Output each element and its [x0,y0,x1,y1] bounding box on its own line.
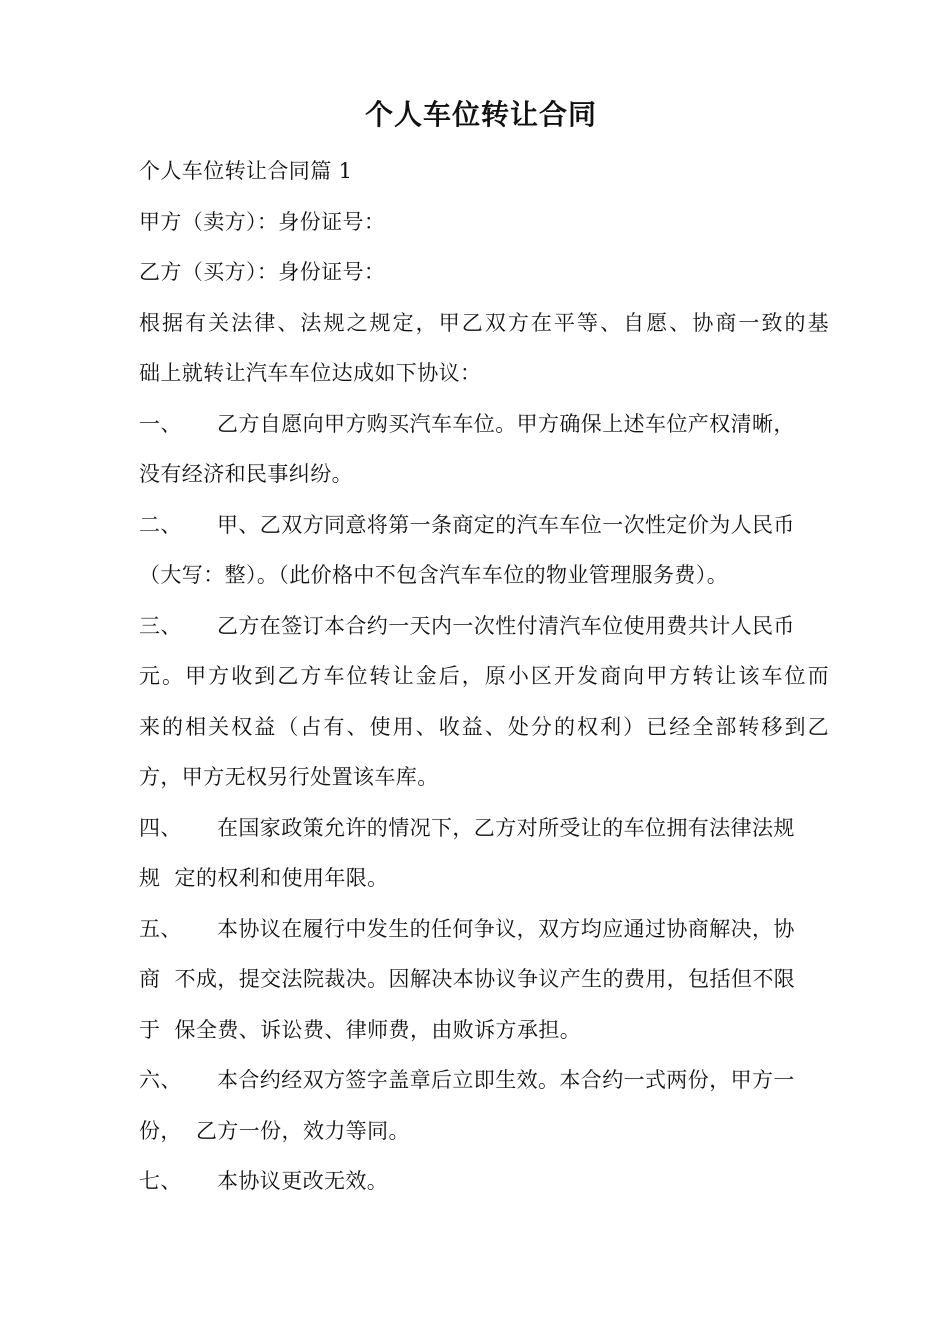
clause-text: 本协议在履行中发生的任何争议，双方均应通过协商解决，协 [217,916,795,941]
clause-5-line: 商 不成，提交法院裁决。因解决本协议争议产生的费用，包括但不限 [139,967,796,991]
party-b-line: 乙方（买方）：身份证号： [139,260,386,284]
clause-number: 七、 [139,1169,182,1193]
clause-text: 本合约经双方签字盖章后立即生效。本合约一式两份，甲方一 [217,1068,795,1092]
document-body [139,146,829,1207]
clause-number: 二、 [139,512,182,537]
clause-number: 四、 [139,815,182,840]
clause-4-line: 规 定的权利和使用年限。 [139,866,389,890]
clause-number: 三、 [139,613,182,638]
clause-text: 甲、乙双方同意将第一条商定的汽车车位一次性定价为人民币 [217,512,795,537]
clause-5-line [139,904,829,955]
clause-number: 五、 [139,916,182,941]
clause-3-line: 来的相关权益（占有、使用、收益、处分的权利）已经全部转移到乙 [139,714,829,739]
clause-3-line [139,601,829,652]
clause-1-line [139,399,829,450]
clause-text: 在国家政策允许的情况下，乙方对所受让的车位拥有法律法规 [217,815,795,840]
clause-2-line [139,500,829,551]
clause-text: 乙方在签订本合约一天内一次性付清汽车位使用费共计人民币 [217,613,795,638]
document-title: 个人车位转让合同 [364,98,597,131]
clause-7-line [139,1156,829,1207]
clause-4-line [139,803,829,854]
clause-number: 六、 [139,1068,182,1092]
clause-1-line: 没有经济和民事纠纷。 [139,462,353,486]
party-a-line: 甲方（卖方）：身份证号： [139,209,386,234]
clause-5-line: 于 保全费、诉讼费、律师费，由败诉方承担。 [139,1017,582,1042]
clause-text: 乙方自愿向甲方购买汽车车位。甲方确保上述车位产权清晰， [217,411,795,436]
preamble-line: 根据有关法律、法规之规定，甲乙双方在平等、自愿、协商一致的基 [139,310,829,335]
clause-number: 一、 [139,411,182,436]
preamble-line: 础上就转让汽车车位达成如下协议： [139,361,482,385]
clause-2-line: （大写：整）。（此价格中不包含汽车车位的物业管理服务费）。 [139,563,729,587]
document-subtitle: 个人车位转让合同篇 1 [139,159,353,183]
clause-6-line: 份， 乙方一份，效力等同。 [139,1118,410,1143]
clause-text: 本协议更改无效。 [217,1169,389,1193]
clause-6-line [139,1055,829,1106]
clause-3-line: 方，甲方无权另行处置该车库。 [139,765,439,789]
clause-3-line: 元。甲方收到乙方车位转让金后，原小区开发商向甲方转让该车位而 [139,664,829,688]
